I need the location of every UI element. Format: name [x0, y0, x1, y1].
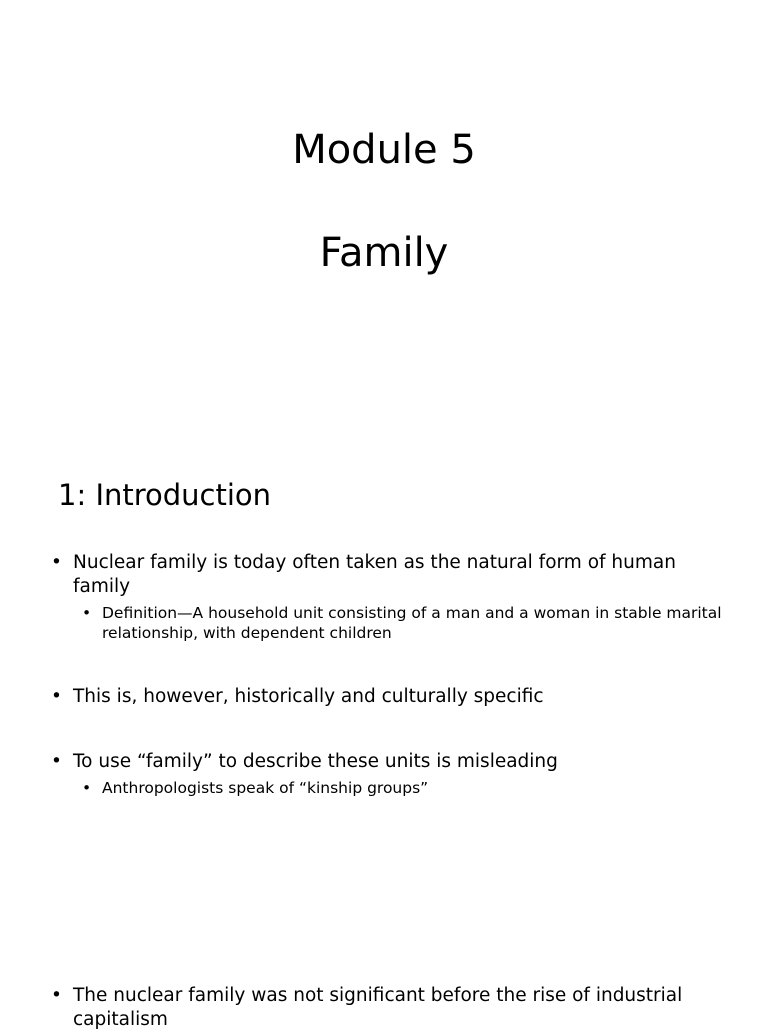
bullet-item — [51, 984, 713, 1032]
sub-bullet-text: Anthropologists speak of “kinship groups” — [102, 779, 429, 797]
sub-bullet-dot: • — [82, 604, 92, 622]
slide-title-topic: Family — [319, 230, 449, 276]
bullet-dot: • — [51, 686, 62, 707]
bullet-dot: • — [51, 552, 62, 573]
slide-title-module: Module 5 — [292, 127, 476, 173]
bullet-text: This is, however, historically and culturally specific — [73, 686, 544, 707]
bullet-item — [51, 750, 693, 774]
sub-bullet-dot: • — [82, 779, 92, 797]
bullet-text: Nuclear family is today often taken as the natural form of human family — [73, 552, 676, 597]
bullet-text: To use “family” to describe these units is misleading — [73, 751, 558, 772]
sub-bullet-item — [82, 603, 722, 643]
bullet-item — [51, 685, 693, 709]
bullet-dot: • — [51, 751, 62, 772]
section-heading: 1: Introduction — [58, 478, 272, 512]
sub-bullet-item — [82, 778, 722, 798]
bullet-item — [51, 551, 693, 599]
bullet-dot: • — [51, 985, 62, 1006]
bullet-text: The nuclear family was not significant before the rise of industrial capitalism — [73, 985, 683, 1030]
sub-bullet-text: Definition—A household unit consisting of a man and a woman in stable marital relationship, with dependent children — [102, 604, 722, 642]
